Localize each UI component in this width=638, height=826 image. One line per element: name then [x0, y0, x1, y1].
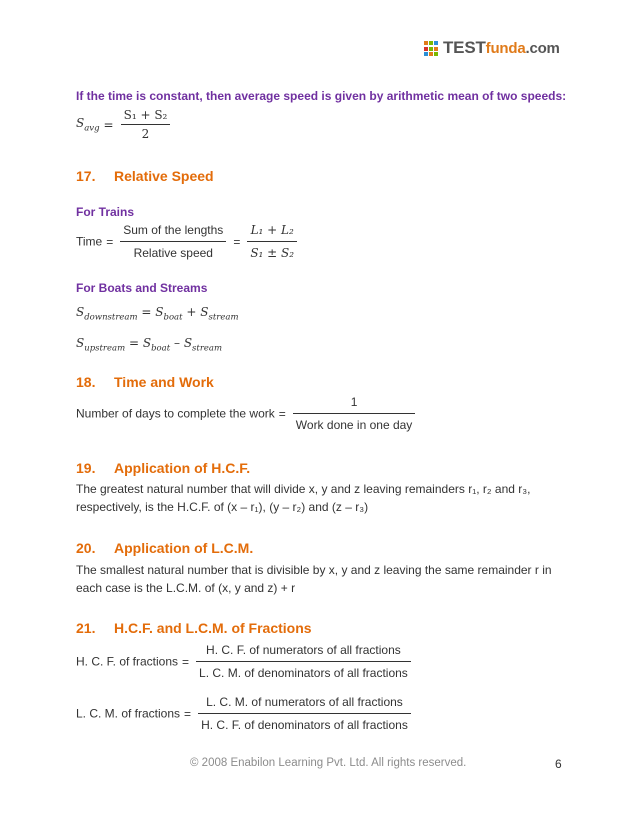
- lcm-fractions-formula: L. C. M. of fractions = $\frac{\text{L. C. M. of numerators of all fractions}}{\text{H. C. F. of denominators of all fractions}}$: [76, 693, 414, 734]
- section-20-body: [76, 561, 576, 597]
- logo-square: [434, 47, 438, 51]
- logo-square: [429, 52, 433, 56]
- trains-den1: Relative speed: [133, 246, 213, 260]
- up-lhs-sub: upstream: [84, 343, 126, 354]
- avg-speed-formula: $S_{avg}$ = $\frac{\text{S₁ + S₂}}{2}$: [76, 108, 173, 141]
- up-op: –: [173, 336, 180, 350]
- time-label: Time: [76, 234, 103, 249]
- logo-square: [434, 52, 438, 56]
- trains-den2: S₁ ± S₂: [250, 246, 295, 260]
- section-19-body: [76, 480, 576, 516]
- logo-square: [424, 52, 428, 56]
- hcf-num: H. C. F. of numerators of all fractions: [196, 641, 411, 662]
- section-number: 20.: [76, 540, 96, 556]
- logo-square: [429, 47, 433, 51]
- down-lhs: S: [76, 305, 85, 319]
- section-title: Application of H.C.F.: [114, 460, 251, 476]
- section-title: Application of L.C.M.: [114, 540, 254, 556]
- trains-num1: Sum of the lengths: [120, 221, 226, 242]
- down-boat-sub: boat: [163, 312, 183, 323]
- section-number: 19.: [76, 460, 96, 476]
- trains-num2: L₁ + L₂: [247, 221, 297, 242]
- down-boat: S: [155, 305, 164, 319]
- section-number: 18.: [76, 374, 96, 390]
- section-number: 21.: [76, 620, 96, 636]
- upstream-formula: $S_{upstream} = S_{boat} - S_{stream}$: [76, 336, 223, 354]
- logo-test-text: TEST: [443, 38, 486, 57]
- section-20-line2: each case is the L.C.M. of (x, y and z) + r: [76, 581, 296, 595]
- logo-grid-icon: [424, 41, 440, 57]
- logo-funda-text: funda: [485, 40, 526, 57]
- down-lhs-sub: downstream: [84, 312, 138, 323]
- section-number: 17.: [76, 168, 96, 184]
- avg-lhs-sub: avg: [84, 123, 100, 134]
- down-op: +: [186, 305, 197, 319]
- hcf-den: L. C. M. of denominators of all fractions: [199, 666, 408, 680]
- avg-denominator: 2: [141, 127, 150, 141]
- boats-label: For Boats and Streams: [76, 281, 208, 295]
- down-stream-sub: stream: [208, 312, 239, 323]
- logo-square: [424, 47, 428, 51]
- section-17-heading: [76, 168, 214, 184]
- up-boat-sub: boat: [151, 343, 171, 354]
- up-lhs: S: [76, 336, 85, 350]
- time-work-lhs: Number of days to complete the work: [76, 406, 275, 421]
- section-title: Time and Work: [114, 374, 214, 390]
- section-20-line1: The smallest natural number that is divisible by x, y and z leaving the same remainder r in: [76, 563, 552, 577]
- logo-square: [434, 41, 438, 45]
- logo-square: [424, 41, 428, 45]
- up-stream: S: [183, 336, 193, 350]
- hcf-lhs: H. C. F. of fractions: [76, 654, 179, 669]
- section-18-heading: [76, 374, 214, 390]
- logo-wordmark: [443, 38, 560, 58]
- section-title: Relative Speed: [114, 168, 214, 184]
- logo-square: [429, 41, 433, 45]
- section-19-line1: The greatest natural number that will divide x, y and z leaving remainders r₁, r₂ and r₃,: [76, 482, 531, 496]
- trains-label: For Trains: [76, 205, 135, 219]
- up-boat: S: [142, 336, 152, 350]
- up-stream-sub: stream: [192, 343, 223, 354]
- lcm-den: H. C. F. of denominators of all fractions: [201, 718, 408, 732]
- section-19-heading: [76, 460, 250, 476]
- avg-numerator: S₁ + S₂: [121, 108, 171, 125]
- logo-dotcom-text: .com: [525, 40, 560, 57]
- footer-copyright: © 2008 Enabilon Learning Pvt. Ltd. All rights reserved.: [190, 757, 467, 769]
- time-work-formula: Number of days to complete the work = $\frac{1}{\text{Work done in one day}}$: [76, 393, 418, 434]
- avg-speed-intro: If the time is constant, then average speed is given by arithmetic mean of two speeds:: [76, 89, 567, 103]
- down-stream: S: [200, 305, 209, 319]
- hcf-fractions-formula: H. C. F. of fractions = $\frac{\text{H. C. F. of numerators of all fractions}}{\text{L. C. M. of denominators of all fractions}}$: [76, 641, 414, 682]
- section-title: H.C.F. and L.C.M. of Fractions: [114, 620, 312, 636]
- time-work-den: Work done in one day: [295, 418, 413, 432]
- section-21-heading: [76, 620, 312, 636]
- lcm-lhs: L. C. M. of fractions: [76, 706, 181, 721]
- section-19-line2: respectively, is the H.C.F. of (x – r₁), (y – r₂) and (z – r₃): [76, 500, 369, 514]
- lcm-num: L. C. M. of numerators of all fractions: [198, 693, 411, 714]
- section-20-heading: [76, 540, 253, 556]
- time-work-num: 1: [293, 393, 416, 414]
- downstream-formula: $S_{downstream} = S_{boat} + S_{stream}$: [76, 305, 239, 323]
- avg-lhs: S: [76, 115, 85, 130]
- trains-formula: Time = $\frac{\text{Sum of the lengths}}{\text{Relative speed}}$ = $\frac{\text{L₁ + L₂}}{\text{S₁ ± S₂}}$: [76, 221, 300, 262]
- page-number: 6: [555, 757, 562, 771]
